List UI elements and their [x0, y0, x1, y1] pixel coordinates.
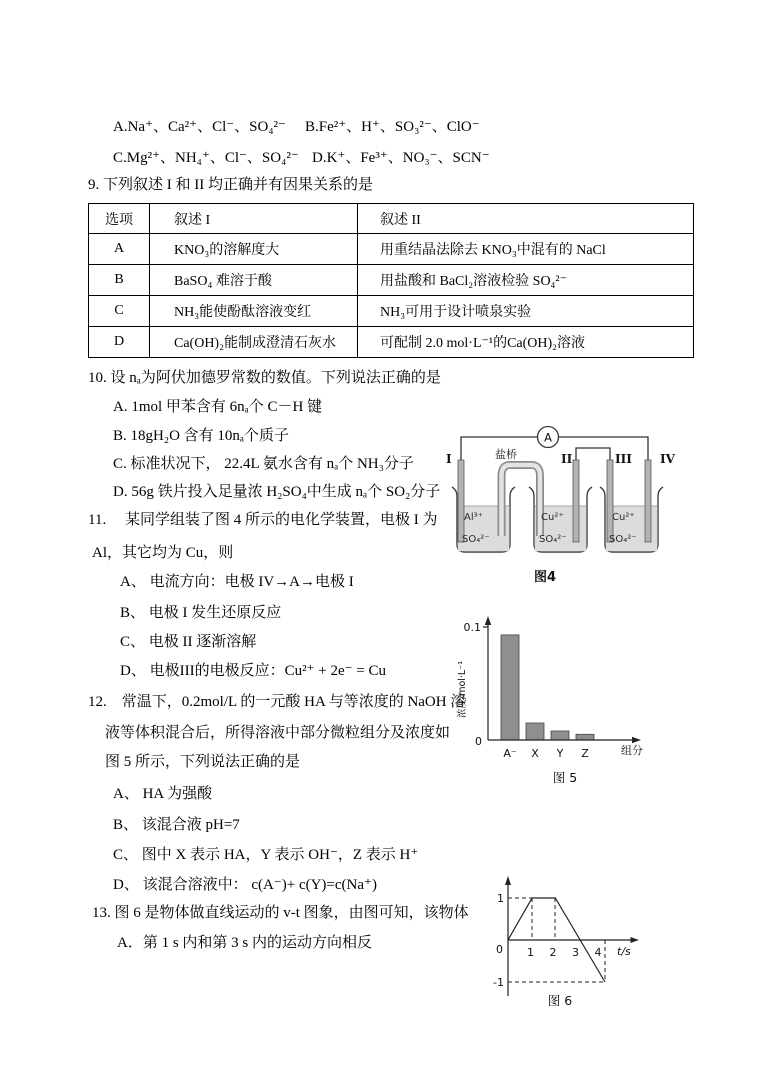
q13-option-a: A．第 1 s 内和第 3 s 内的运动方向相反 — [117, 935, 373, 951]
xtick-label: 4 — [594, 946, 602, 959]
fig5-bar-chart — [455, 600, 670, 790]
q12-option-a: A、 HA 为强酸 — [113, 786, 213, 802]
table-header-cell: 叙述 I — [150, 204, 358, 234]
ytick-label: -1 — [493, 976, 504, 989]
fig5-bar — [526, 723, 544, 740]
q11-option-d: D、 电极III的电极反应：Cu²⁺ + 2e⁻ = Cu — [120, 663, 386, 679]
x-axis-label: 组分 — [621, 744, 643, 757]
q12-stem-line2: 液等体积混合后，所得溶液中部分微粒组分及浓度如 — [105, 725, 451, 741]
ytick-label: 0 — [475, 735, 482, 748]
q10-option-d: D. 56g 铁片投入足量浓 H₂SO₄中生成 nₐ个 SO₂分子 — [113, 484, 441, 500]
fig5-bar — [576, 734, 594, 740]
q10-option-a: A. 1mol 甲苯含有 6nₐ个 C－H 键 — [113, 399, 323, 415]
x-axis-arrow — [632, 737, 641, 743]
q10-option-b: B. 18gH₂O 含有 10nₐ个质子 — [113, 428, 290, 444]
prev-option-a: A.Na⁺、Ca²⁺、Cl⁻、SO₄²⁻ — [113, 119, 286, 135]
fig5-bars-group — [501, 635, 594, 740]
table-cell: C — [89, 296, 150, 327]
prev-option-b: B.Fe²⁺、H⁺、SO₃²⁻、ClO⁻ — [305, 119, 480, 135]
y-axis-arrow — [485, 616, 491, 625]
table-row — [89, 327, 694, 358]
beaker2-cation: Cu²⁺ — [541, 512, 564, 523]
y-axis-arrow — [505, 876, 511, 885]
table-row — [89, 234, 694, 265]
fig6-caption: 图 6 — [547, 993, 573, 1008]
ytick-label: 0 — [496, 943, 503, 956]
q11-option-c: C、 电极 II 逐渐溶解 — [120, 634, 257, 650]
ammeter-label: A — [544, 430, 552, 445]
xcat-label: Z — [581, 747, 589, 760]
q13-stem: 13. 图 6 是物体做直线运动的 v-t 图象，由图可知，该物体 — [92, 905, 469, 921]
q12-stem-line3: 图 5 所示，下列说法正确的是 — [105, 754, 301, 770]
prev-option-d: D.K⁺、Fe³⁺、NO₃⁻、SCN⁻ — [312, 150, 490, 166]
table-cell: BaSO₄ 难溶于酸 — [150, 265, 358, 296]
q11-stem-line1: 11. 某同学组装了图 4 所示的电化学装置，电极 I 为 — [88, 512, 438, 528]
fig5-caption: 图 5 — [552, 770, 578, 785]
electrode-II — [573, 460, 579, 542]
table-header-cell: 叙述 II — [358, 204, 694, 234]
electrode-IV — [645, 460, 651, 542]
xcat-label: Y — [556, 747, 564, 760]
table-cell: A — [89, 234, 150, 265]
table-cell: 可配制 2.0 mol·L⁻¹的Ca(OH)₂溶液 — [358, 327, 694, 358]
xtick-label: 1 — [527, 946, 534, 959]
q9-stem: 9. 下列叙述 I 和 II 均正确并有因果关系的是 — [88, 177, 373, 193]
fig6-vt-graph — [460, 858, 680, 1010]
table-cell: KNO₃的溶解度大 — [150, 234, 358, 265]
table-header-row — [89, 204, 694, 234]
table-row — [89, 265, 694, 296]
electrode-label-I: I — [446, 452, 452, 466]
q12-option-b: B、 该混合液 pH=7 — [113, 817, 240, 833]
q12-option-c: C、 图中 X 表示 HA，Y 表示 OH⁻，Z 表示 H⁺ — [113, 847, 419, 863]
table-row — [89, 296, 694, 327]
beaker2-anion: SO₄²⁻ — [539, 534, 567, 545]
electrode-III — [607, 460, 613, 542]
q10-stem: 10. 设 nₐ为阿伏加德罗常数的数值。下列说法正确的是 — [88, 370, 441, 386]
salt-bridge-label: 盐桥 — [495, 448, 517, 461]
beaker1-anion: SO₄²⁻ — [462, 534, 490, 545]
q12-option-d: D、 该混合溶液中： c(A⁻)+ c(Y)=c(Na⁺) — [113, 877, 377, 893]
beaker3-cation: Cu²⁺ — [612, 512, 635, 523]
electrode2-3-wire — [576, 448, 610, 462]
table-cell: NH₃可用于设计喷泉实验 — [358, 296, 694, 327]
q10-option-c: C. 标准状况下， 22.4L 氨水含有 nₐ个 NH₃分子 — [113, 456, 414, 472]
electrode-label-IV: IV — [660, 452, 675, 466]
y-axis-label: 浓度/mol·L⁻¹ — [457, 660, 468, 718]
electrode-label-III: III — [615, 452, 632, 466]
x-axis-label: t/s — [617, 945, 631, 958]
table-cell: NH₃能使酚酞溶液变红 — [150, 296, 358, 327]
electrode-I — [458, 460, 464, 542]
x-axis-arrow — [631, 937, 640, 943]
table-cell: 用盐酸和 BaCl₂溶液检验 SO₄²⁻ — [358, 265, 694, 296]
xtick-label: 2 — [549, 946, 557, 959]
table-cell: D — [89, 327, 150, 358]
xcat-label: A⁻ — [503, 747, 517, 760]
table-cell: 用重结晶法除去 KNO₃中混有的 NaCl — [358, 234, 694, 265]
ytick-label: 0.1 — [463, 621, 481, 634]
fig4-caption: 图4 — [533, 570, 557, 585]
fig5-bar — [501, 635, 519, 740]
ytick-label: 1 — [497, 892, 504, 905]
q11-stem-line2: Al，其它均为 Cu，则 — [92, 545, 234, 561]
xtick-label: 3 — [572, 946, 579, 959]
prev-option-c: C.Mg²⁺、NH₄⁺、Cl⁻、SO₄²⁻ — [113, 150, 299, 166]
q11-option-a: A、 电流方向：电极 IV→A→电极 I — [120, 574, 354, 590]
beaker1-cation: Al³⁺ — [464, 512, 483, 523]
xcat-label: X — [531, 747, 539, 760]
electrode-label-II: II — [561, 452, 573, 466]
q11-option-b: B、 电极 I 发生还原反应 — [120, 605, 282, 621]
beaker3-anion: SO₄²⁻ — [609, 534, 637, 545]
table-header-cell: 选项 — [89, 204, 150, 234]
fig4-electrochemistry-diagram — [437, 418, 685, 590]
table-cell: Ca(OH)₂能制成澄清石灰水 — [150, 327, 358, 358]
q12-stem-line1: 12. 常温下，0.2mol/L 的一元酸 HA 与等浓度的 NaOH 溶 — [88, 694, 466, 710]
fig5-bar — [551, 731, 569, 740]
q9-table — [88, 203, 694, 358]
table-cell: B — [89, 265, 150, 296]
